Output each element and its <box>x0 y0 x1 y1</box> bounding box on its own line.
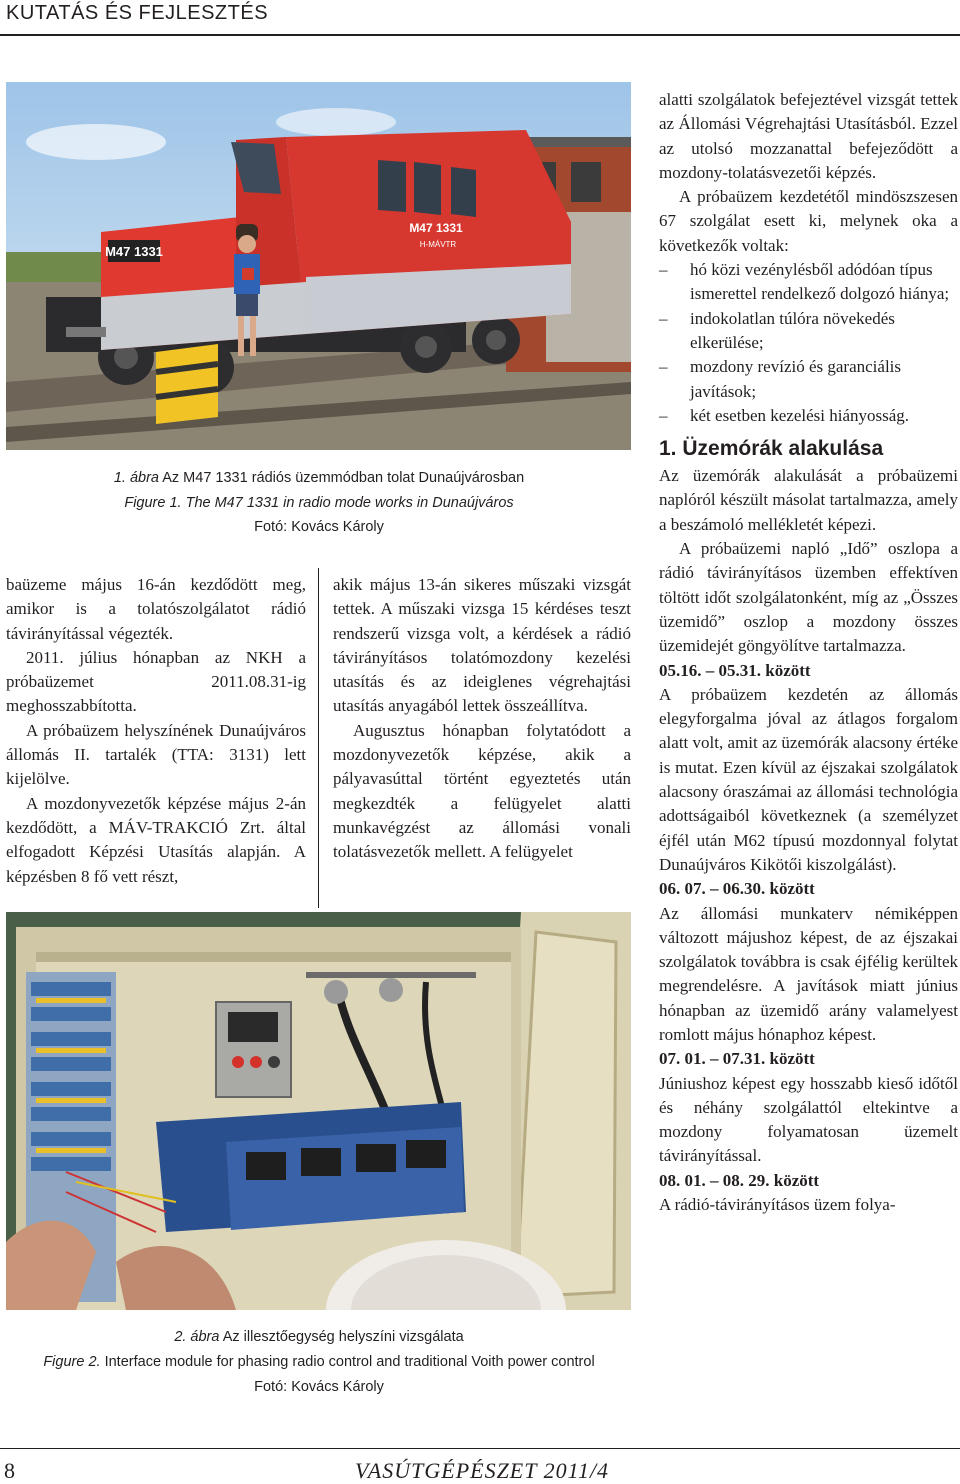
period-heading-4: 08. 01. – 08. 29. között <box>659 1170 820 1190</box>
col1-paragraph-1: baüzeme május 16-án kezdődött meg, amikor is a tolatószolgálatot rádió távirányítással végezték. <box>6 575 306 643</box>
col3-paragraph-7: Júniushoz képest egy hosszabb kieső időtől és néhány szolgálattól eltekintve a mozdony folyamatosan üzemelt távirányítással. <box>659 1073 958 1166</box>
figure1-number: 1. ábra <box>113 470 159 486</box>
header-rule <box>0 34 960 36</box>
figure1-photo <box>6 82 631 450</box>
figure1-credit: Fotó: Kovács Károly <box>254 519 384 535</box>
col3-paragraph-6: Az állomási munkaterv némiképpen változott májushoz képest, de az éjszakai szolgálatok továbbra is csak éjfélig kerültek megrendelésre. A javítások miatt június hónapban az üzemidő arány valamelyest romlott május hónaphoz képest. <box>659 903 958 1044</box>
col2-paragraph-2: Augusztus hónapban folytatódott a mozdonyvezetők képzése, akik a pályavasúttal történt egyeztetés után megkezdték a felügyelet alatti munkavégzést az állomási vonali tolatásvezetők mellett. A felügyelet <box>333 720 631 862</box>
section-heading: 1. Üzemórák alakulása <box>659 437 884 461</box>
figure2-caption-en <box>10 1354 628 1370</box>
column-2 <box>333 573 631 865</box>
column-1 <box>6 573 306 889</box>
col3-paragraph-1: alatti szolgálatok befejeztével vizsgát tettek az Állomási Végrehajtási Utasításból. Ezzel az utolsó mozzanattal befejeződött a mozdony-tolatásvezetői képzés. <box>659 90 958 182</box>
period-heading-2: 06. 07. – 06.30. között <box>659 879 815 899</box>
col3-paragraph-2: A próbaüzem kezdetétől mindöszszesen 67 szolgálat esett ki, melynek oka a következők voltak: <box>659 187 958 255</box>
col3-paragraph-5: A próbaüzem kezdetén az állomás elegyforgalma jóval az átlagos forgalom alatt volt, amit az üzemórák alacsony értéke is mutat. Ezen kívül az éjszakai szolgálatok alacsony óraszámai az állomási technológia adottságaiból következnek (a személyzet éjfél után M62 típusú mozdonnyal folytat Dunaújváros Kikötői kiszolgálást). <box>659 684 958 874</box>
loco-brand: H-MÁVTR <box>419 240 457 249</box>
control-cabinet-illustration <box>6 912 631 1310</box>
figure2-photo <box>6 912 631 1310</box>
col1-paragraph-3: A próbaüzem helyszínének Dunaújváros állomás II. tartalék (TTA: 3131) lett kijelölve. <box>6 720 306 789</box>
column-3 <box>659 88 958 1217</box>
reason-item: – mozdony revízió és garanciális javítások; <box>659 355 958 404</box>
figure2-label-en: Figure 2. <box>43 1354 101 1370</box>
col1-paragraph-4: A mozdonyvezetők képzése május 2-án kezdődött, a MÁV-TRAKCIÓ Zrt. által elfogadott Képzési Utasítás alapján. A képzésben 8 fő vett részt, <box>6 793 306 886</box>
footer-rule <box>0 1448 960 1449</box>
page-number: 8 <box>4 1458 15 1483</box>
loco-number-plate: M47 1331 <box>105 244 163 259</box>
figure2-caption-hu <box>10 1329 628 1345</box>
col3-paragraph-8: A rádió-távirányításos üzem folya- <box>659 1195 896 1215</box>
locomotive-illustration <box>6 82 631 450</box>
reason-item: – indokolatlan túlóra növekedés elkerülése; <box>659 307 958 356</box>
loco-side-number: M47 1331 <box>409 221 463 235</box>
col3-paragraph-4: A próbaüzemi napló „Idő” oszlopa a rádió távirányításos üzemben effektíven töltött időt szolgálatonként, míg az „Összes üzemidő” oszlop a mozdony összes üzemidejét göngyölítve tartalmazza. <box>659 539 958 656</box>
figure2-title-hu: Az illesztőegység helyszíni vizsgálata <box>222 1329 464 1345</box>
reasons-list <box>659 258 958 428</box>
figure1-caption-en: Figure 1. The M47 1331 in radio mode works in Dunaújváros <box>124 495 514 511</box>
column-divider <box>318 568 319 908</box>
period-heading-1: 05.16. – 05.31. között <box>659 660 811 680</box>
figure2-number: 2. ábra <box>174 1329 220 1345</box>
section-title: KUTATÁS ÉS FEJLESZTÉS <box>6 2 269 24</box>
period-heading-3: 07. 01. – 07.31. között <box>659 1049 815 1069</box>
reason-item: – hó közi vezénylésből adódóan típus ismerettel rendelkező dolgozó hiánya; <box>659 258 958 307</box>
figure1-title-hu: Az M47 1331 rádiós üzemmódban tolat Dunaújvárosban <box>162 470 525 486</box>
col3-paragraph-3: Az üzemórák alakulását a próbaüzemi naplóról készült másolat tartalmazza, amely a beszámoló mellékletét képezi. <box>659 466 958 534</box>
reason-item: – két esetben kezelési hiányosság. <box>659 404 958 428</box>
figure2-credit: Fotó: Kovács Károly <box>254 1379 384 1395</box>
journal-title: VASÚTGÉPÉSZET 2011/4 <box>355 1458 610 1483</box>
figure2-title-en: Interface module for phasing radio control and traditional Voith power control <box>104 1354 595 1370</box>
col2-paragraph-1: akik május 13-án sikeres műszaki vizsgát tettek. A műszaki vizsga 15 kérdéses teszt rendszerű vizsga volt, a kérdések a rádió távirányításos tolatómozdony kezelési utasítás és az ideiglenes végrehajtási utasítás anyagából lettek összeállítva. <box>333 575 631 716</box>
col1-paragraph-2: 2011. július hónapban az NKH a próbaüzemet 2011.08.31-ig meghosszabbította. <box>6 647 306 716</box>
figure1-caption-hu <box>10 470 628 486</box>
